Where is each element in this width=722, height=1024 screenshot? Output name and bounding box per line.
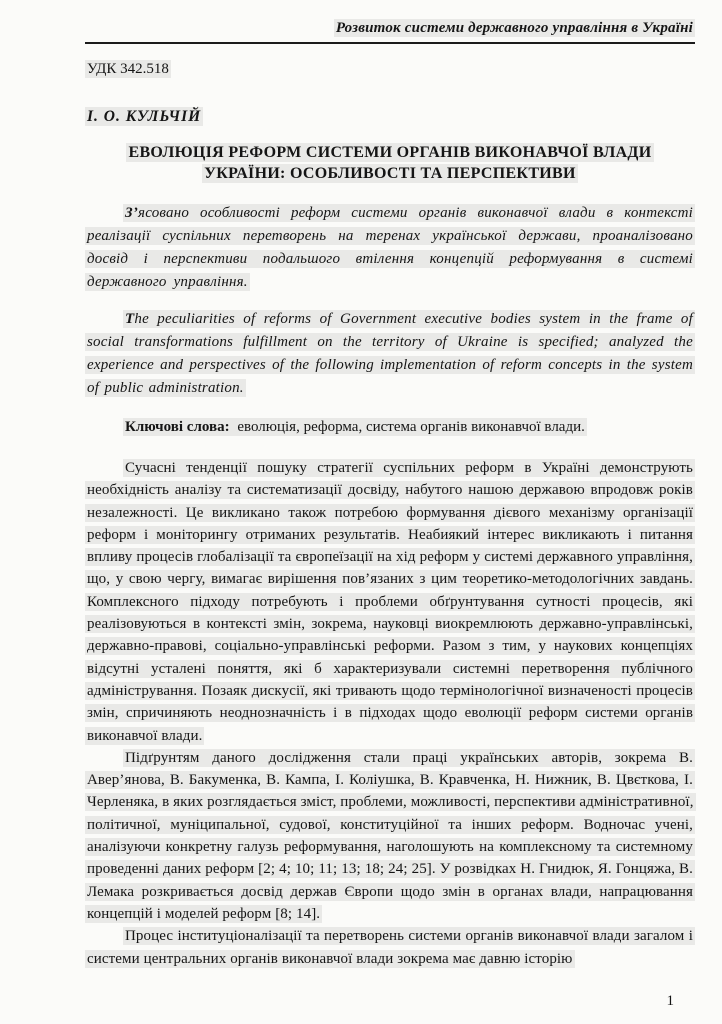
article-title-line-1: ЕВОЛЮЦІЯ РЕФОРМ СИСТЕМИ ОРГАНІВ ВИКОНАВЧОЇ ВЛАДИ: [128, 144, 652, 161]
article-title: [85, 142, 695, 184]
abstract-ukrainian-text: З’ясовано особливості реформ системи органів виконавчої влади в контексті реалізації суспільних перетворень на теренах української держави, проаналізовано досвід і перспективи подальшого втілення концепцій реформування в системі державного управління.: [87, 205, 693, 290]
running-header: [85, 18, 695, 44]
article-title-line-2: УКРАЇНИ: ОСОБЛИВОСТІ ТА ПЕРСПЕКТИВИ: [204, 165, 576, 182]
header-rule: [85, 42, 695, 44]
abstract-english-text: The peculiarities of reforms of Government executive bodies system in the frame of social transformations fulfillment on the territory of Ukraine is specified; analyzed the experience and perspectives of the following implementation of reform concepts in the system of public administration.: [87, 311, 693, 396]
body-paragraph-3: [85, 925, 695, 970]
keywords-text: еволюція, реформа, система органів виконавчої влади.: [233, 419, 585, 435]
body-paragraph-3-text: Процес інституціоналізації та перетворень системи органів виконавчої влади загалом і системи центральних органів виконавчої влади зокрема має давню історію: [87, 928, 693, 967]
running-header-text: [85, 18, 695, 38]
author-name: [85, 107, 695, 126]
keywords-line: [85, 416, 695, 439]
author-name-text: І. О. КУЛЬЧІЙ: [87, 108, 202, 125]
abstract-english: [85, 308, 695, 400]
page-number: 1: [666, 993, 674, 1009]
body-paragraph-1-text: Сучасні тенденції пошуку стратегії суспільних реформ в Україні демонструють необхідність аналізу та систематизації досвіду, набутого нашою державою впродовж років незалежності. Це викликано також потребою формування дієвого механізму організації реформ і моніторингу отриманих результатів. Неабиякий інтерес викликають і питання впливу процесів глобалізації та європеїзації на хід реформ у системі державного управління, що, у свою чергу, вимагає вирішення пов’язаних з цим теоретико-методологічних завдань. Комплексного підходу потребують і проблеми обґрунтування сутності процесів, які реалізовуються в контексті змін, зокрема, науковці виокремлюють державно-управлінські, державно-правові, соціально-управлінські реформи. Разом з тим, у наукових концепціях відсутні усталені поняття, які б характеризували системні перетворення публічного адміністрування. Позаяк дискусії, які тривають щодо термінологічної визначеності процесів змін, спричиняють неоднозначність і в підходах щодо еволюції реформ системи органів виконавчої влади.: [87, 460, 693, 744]
body-paragraph-2: [85, 747, 695, 925]
abstract-ukrainian: [85, 202, 695, 294]
running-header-label: Розвиток системи державного управління в Україні: [335, 20, 693, 36]
udk-code: [85, 60, 695, 79]
keywords-label: Ключові слова:: [125, 419, 230, 435]
body-paragraph-1: [85, 457, 695, 747]
udk-code-text: УДК 342.518: [87, 61, 169, 77]
body-paragraph-2-text: Підґрунтям даного дослідження стали праці українських авторів, зокрема В. Авер’янова, В. Бакуменка, В. Кампа, І. Коліушка, В. Кравченка, Н. Нижник, В. Цвєткова, І. Черленяка, в яких розглядається зміст, проблеми, можливості, перспективи адміністративної, політичної, муніципальної, судової, конституційної та інших реформ. Водночас учені, аналізуючи конкретну галузь реформування, наголошують на комплексному та системному проведенні даних реформ [2; 4; 10; 11; 13; 18; 24; 25]. У розвідках Н. Гнидюк, Я. Гонцяжа, В. Лемака розкривається досвід держав Європи щодо змін в органах влади, напрацювання концепцій і моделей реформ [8; 14].: [87, 749, 694, 922]
article-body: [85, 457, 695, 970]
